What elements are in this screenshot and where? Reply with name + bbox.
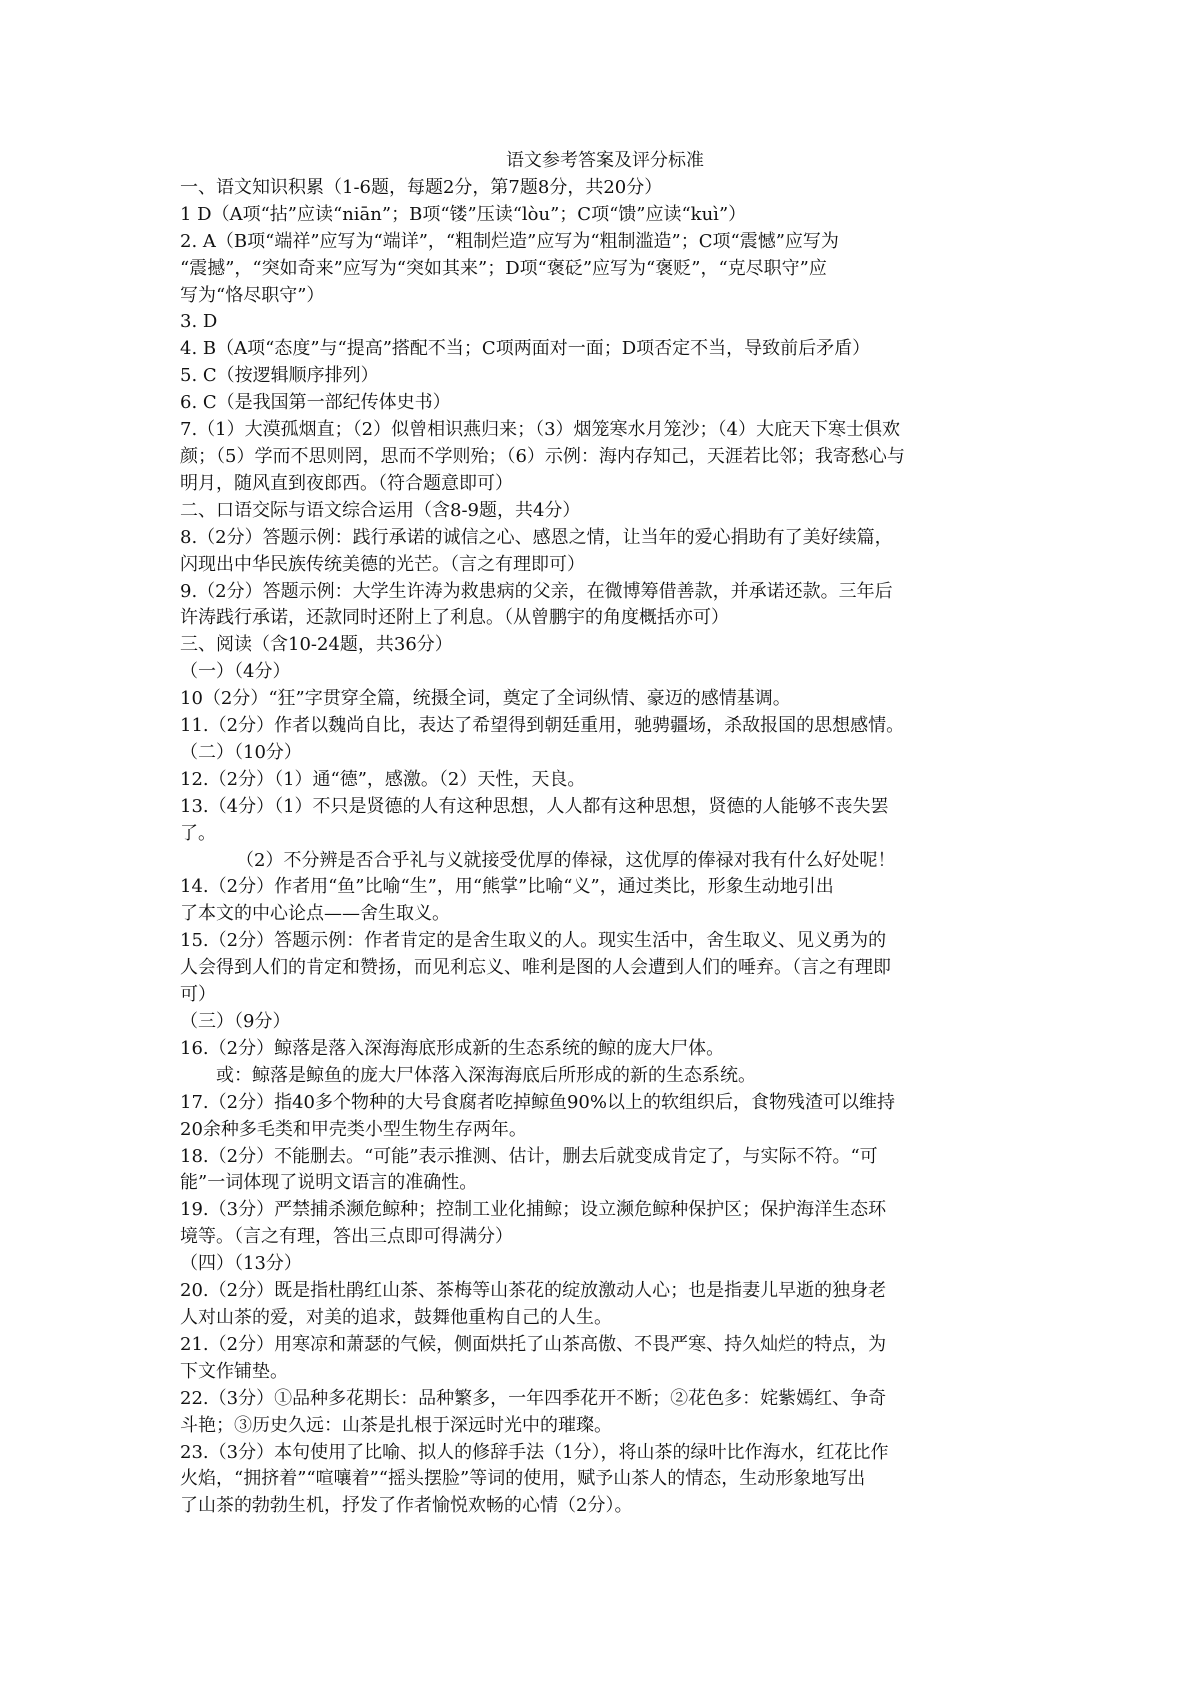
text-line: 闪现出中华民族传统美德的光芒。（言之有理即可）	[180, 553, 585, 575]
text-line: 10（2分）“狂”字贯穿全篇，统摄全词，奠定了全词纵情、豪迈的感情基调。	[180, 688, 791, 710]
text-line: 火焰，“拥挤着”“喧嚷着”“摇头摆脸”等词的使用，赋予山茶人的情态，生动形象地写出	[180, 1468, 866, 1490]
text-line: 6. C（是我国第一部纪传体史书）	[180, 392, 451, 414]
text-line: 境等。（言之有理，答出三点即可得满分）	[180, 1226, 513, 1248]
text-line: 8.（2分）答题示例：践行承诺的诚信之心、感恩之情，让当年的爱心捐助有了美好续篇，	[180, 526, 893, 548]
text-line: 三、阅读（含10-24题，共36分）	[180, 634, 453, 656]
text-line: 能”一词体现了说明文语言的准确性。	[180, 1172, 478, 1194]
text-line: 或：鲸落是鲸鱼的庞大尸体落入深海海底后所形成的新的生态系统。	[216, 1064, 756, 1086]
answer-document	[180, 148, 1030, 1520]
text-line: 许涛践行承诺，还款同时还附上了利息。（从曾鹏宇的角度概括亦可）	[180, 607, 729, 629]
text-line: 了山茶的勃勃生机，抒发了作者愉悦欢畅的心情（2分）。	[180, 1495, 633, 1517]
text-line: 7.（1）大漠孤烟直；（2）似曾相识燕归来；（3）烟笼寒水月笼沙；（4）大庇天下寒士俱欢	[180, 419, 900, 441]
text-line: 21.（2分）用寒凉和萧瑟的气候，侧面烘托了山茶高傲、不畏严寒、持久灿烂的特点，为	[180, 1333, 887, 1355]
text-line: 20.（2分）既是指杜鹃红山茶、茶梅等山茶花的绽放激动人心；也是指妻儿早逝的独身老	[180, 1280, 887, 1302]
text-line: 人对山茶的爱，对美的追求，鼓舞他重构自己的人生。	[180, 1306, 612, 1328]
text-line: 22.（3分）①品种多花期长：品种繁多，一年四季花开不断；②花色多：姹紫嫣红、争奇	[180, 1387, 887, 1409]
text-line: 18.（2分）不能删去。“可能”表示推测、估计，删去后就变成肯定了，与实际不符。“可	[180, 1145, 878, 1167]
text-line: 16.（2分）鲸落是落入深海海底形成新的生态系统的鲸的庞大尸体。	[180, 1037, 725, 1059]
text-line: 斗艳；③历史久远：山茶是扎根于深远时光中的璀璨。	[180, 1414, 612, 1436]
document-title: 语文参考答案及评分标准	[506, 150, 704, 171]
text-line: （2）不分辨是否合乎礼与义就接受优厚的俸禄，这优厚的俸禄对我有什么好处呢！	[236, 849, 896, 871]
text-line: 5. C（按逻辑顺序排列）	[180, 365, 379, 387]
text-line: 写为“恪尽职守”）	[180, 284, 325, 306]
text-line: 9.（2分）答题示例：大学生许涛为救患病的父亲，在微博筹借善款，并承诺还款。三年后	[180, 580, 893, 602]
text-line: 二、口语交际与语文综合运用（含8-9题，共4分）	[180, 499, 581, 521]
text-line: （四）（13分）	[180, 1253, 302, 1275]
text-line: 下文作铺垫。	[180, 1360, 288, 1382]
text-line: 2. A（B项“端祥”应写为“端详”，“粗制烂造”应写为“粗制滥造”；C项“震憾”应写为	[180, 230, 839, 252]
text-line: 12.（2分）（1）通“德”，感激。（2）天性，天良。	[180, 768, 586, 790]
text-line: 13.（4分）（1）不只是贤德的人有这种思想，人人都有这种思想，贤德的人能够不丧失罢	[180, 795, 889, 817]
text-line: 23.（3分）本句使用了比喻、拟人的修辞手法（1分），将山茶的绿叶比作海水，红花比作	[180, 1441, 889, 1463]
text-line: 14.（2分）作者用“鱼”比喻“生”，用“熊掌”比喻“义”，通过类比，形象生动地引出	[180, 876, 834, 898]
text-line: 可）	[180, 984, 216, 1006]
text-line: 颜；（5）学而不思则罔，思而不学则殆；（6）示例：海内存知己，天涯若比邻；我寄愁心与	[180, 445, 905, 467]
text-line: （三）（9分）	[180, 1011, 291, 1032]
text-line: 1 D（A项“拈”应读“niān”；B项“镂”压读“lòu”；C项“馈”应读“kuì”）	[180, 203, 747, 225]
text-line: 3. D	[180, 311, 218, 333]
text-line: （一）（4分）	[180, 661, 291, 683]
text-line: 20余种多毛类和甲壳类小型生物生存两年。	[180, 1118, 527, 1140]
text-line: 明月，随风直到夜郎西。（符合题意即可）	[180, 472, 513, 494]
text-line: 19.（3分）严禁捕杀濒危鲸种；控制工业化捕鲸；设立濒危鲸种保护区；保护海洋生态环	[180, 1199, 887, 1221]
text-line: 了本文的中心论点——舍生取义。	[180, 903, 450, 925]
text-line: 一、语文知识积累（1-6题，每题2分，第7题8分，共20分）	[180, 176, 663, 198]
text-line: 17.（2分）指40多个物种的大号食腐者吃掉鲸鱼90%以上的软组织后，食物残渣可以维持	[180, 1091, 895, 1113]
text-line: 11.（2分）作者以魏尚自比，表达了希望得到朝廷重用，驰骋疆场，杀敌报国的思想感情。	[180, 715, 905, 737]
text-line: 15.（2分）答题示例：作者肯定的是舍生取义的人。现实生活中，舍生取义、见义勇为的	[180, 930, 887, 952]
document-body	[180, 175, 1030, 1520]
text-line: （二）（10分）	[180, 741, 302, 763]
text-line: 人会得到人们的肯定和赞扬，而见利忘义、唯利是图的人会遭到人们的唾弃。（言之有理即	[180, 957, 891, 979]
text-line: 4. B（A项“态度”与“提高”搭配不当；C项两面对一面；D项否定不当，导致前后矛盾）	[180, 338, 871, 360]
text-line: “震撼”，“突如奇来”应写为“突如其来”；D项“褒砭”应写为“褒贬”，“克尽职守”应	[180, 257, 827, 279]
text-line: 了。	[180, 822, 216, 844]
